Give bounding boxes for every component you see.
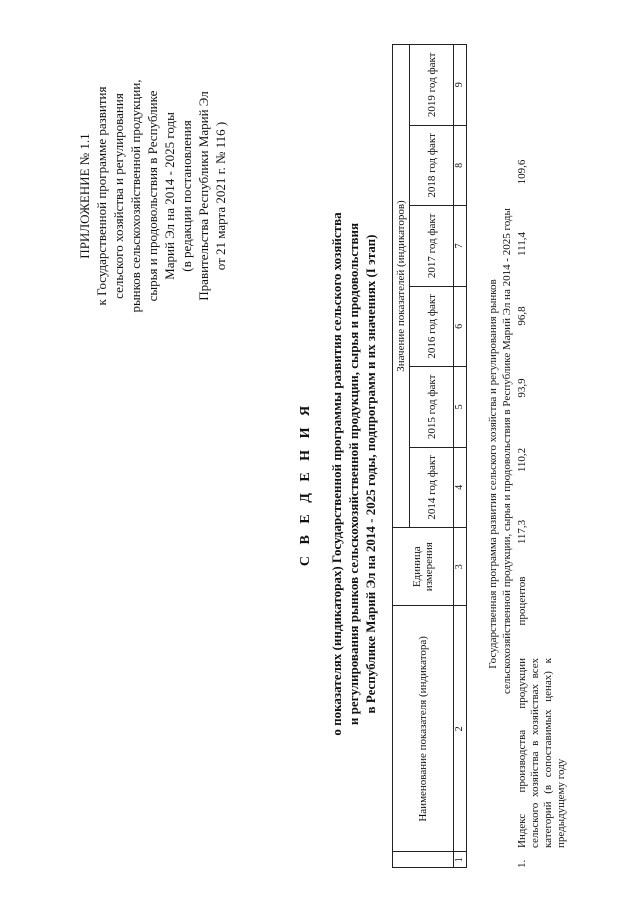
section-line: сельскохозяйственной продукции, сырья и продовольствия в Республике Марий Эл на 2014 - 2025 годы: [501, 208, 513, 694]
row-unit: процентов: [516, 576, 528, 626]
document-title: С В Е Д Е Н И Я: [298, 401, 313, 567]
column-number: 7: [454, 206, 467, 287]
appendix-line: (в редакции постановления: [179, 120, 194, 272]
row-value: 117,3: [516, 519, 528, 545]
column-number: 3: [454, 528, 467, 606]
indicators-table: [392, 44, 467, 868]
appendix-header: [76, 16, 229, 376]
header-year: 2016 год факт: [410, 286, 454, 367]
header-indicator-name: Наименование показателя (индикатора): [393, 606, 454, 852]
subtitle-line: о показателях (индикаторах) Государственной программы развития сельского хозяйства: [329, 212, 344, 736]
appendix-line: Правительства Республики Марий Эл: [196, 91, 211, 301]
appendix-line: Марий Эл на 2014 - 2025 годы: [162, 112, 177, 280]
column-number: 9: [454, 45, 467, 126]
row-indicator-name: Индекс производства продукции сельского хозяйства в хозяйствах всех категорий (в сопоставимых ценах) к предыдущему году: [516, 658, 567, 848]
row-value: 110,2: [516, 447, 528, 473]
column-number: 8: [454, 125, 467, 206]
table-row: [516, 44, 596, 868]
header-unit: Единица измерения: [393, 528, 454, 606]
column-number: 2: [454, 606, 467, 852]
header-number-cell: [393, 852, 454, 868]
column-number: 4: [454, 447, 467, 528]
row-value: 111,4: [516, 232, 528, 256]
section-line: Государственная программа развития сельского хозяйства и регулирования рынков: [487, 279, 499, 669]
appendix-line: рынков сельскохозяйственной продукции,: [128, 79, 143, 313]
header-year: 2017 год факт: [410, 206, 454, 287]
column-number: 5: [454, 367, 467, 448]
row-value: 109,6: [516, 159, 528, 185]
column-number: 6: [454, 286, 467, 367]
row-value: 96,8: [516, 306, 528, 326]
header-year: 2014 год факт: [410, 447, 454, 528]
header-year: 2015 год факт: [410, 367, 454, 448]
header-year: 2019 год факт: [410, 45, 454, 126]
row-number: 1.: [516, 859, 528, 868]
header-values-group: Значение показателей (индикаторов): [393, 45, 410, 528]
row-value: 93,9: [516, 378, 528, 398]
column-number: 1: [454, 852, 467, 868]
subtitle-line: и регулирования рынков сельскохозяйственной продукции, сырья и продовольствия: [346, 222, 361, 726]
header-year: 2018 год факт: [410, 125, 454, 206]
appendix-line: сырья и продовольствия в Республике: [145, 90, 160, 302]
appendix-line: к Государственной программе развития: [94, 86, 109, 306]
section-heading: [486, 208, 514, 694]
appendix-line: от 21 марта 2021 г. № 116 ): [213, 121, 228, 271]
subtitle-line: в Республике Марий Эл на 2014 - 2025 годы, подпрограмм и их значениях (I этап): [363, 234, 378, 714]
appendix-line: ПРИЛОЖЕНИЕ № 1.1: [77, 133, 92, 259]
document-subtitle: [328, 184, 379, 764]
appendix-line: сельского хозяйства и регулирования: [111, 93, 126, 299]
